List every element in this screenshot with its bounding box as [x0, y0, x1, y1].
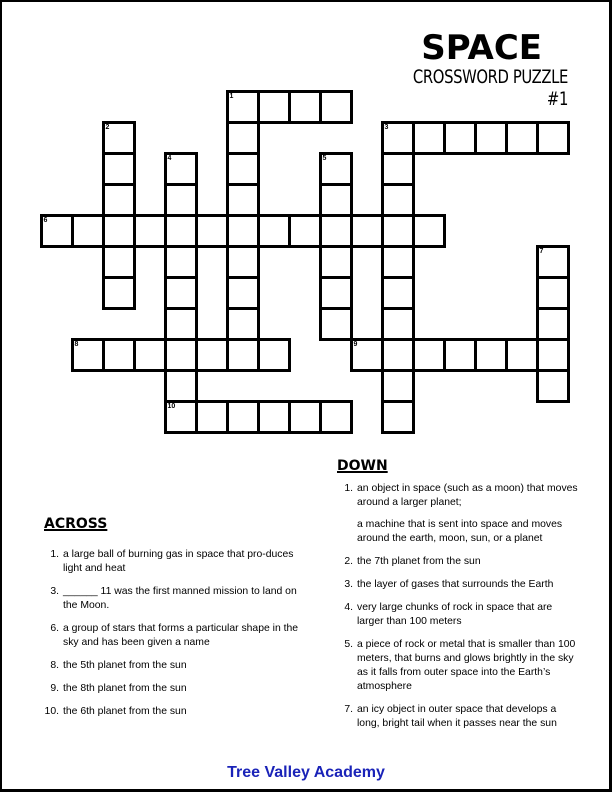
cell-number: 7 [539, 247, 544, 255]
crossword-cell[interactable] [288, 90, 322, 124]
clue-text: the 6th planet from the sun [63, 706, 187, 717]
crossword-cell[interactable] [226, 90, 260, 124]
clue-number: 3. [344, 579, 353, 590]
clue-text: a group of stars that forms a particular shape in the sky and has been given a name [63, 623, 299, 648]
crossword-cell[interactable] [505, 338, 539, 372]
crossword-cell[interactable] [505, 121, 539, 155]
crossword-cell[interactable] [257, 400, 291, 434]
cell-number: 2 [105, 123, 110, 131]
crossword-cell[interactable] [164, 400, 198, 434]
crossword-cell[interactable] [319, 400, 353, 434]
cell-number: 9 [353, 340, 358, 348]
title-block [368, 30, 568, 110]
crossword-cell[interactable] [226, 307, 260, 341]
clue-text: a piece of rock or metal that is smaller than 100 meters, that burns and glows brightly in the sky as it falls from outer space into the Earth’s atmosphere [357, 639, 576, 692]
crossword-cell[interactable] [71, 214, 105, 248]
clue-text: an icy object in outer space that develops a long, bright tail when it passes near the sun [357, 704, 557, 729]
crossword-cell[interactable] [226, 276, 260, 310]
crossword-cell[interactable] [474, 338, 508, 372]
footer-brand: Tree Valley Academy [227, 764, 385, 781]
clue-item [338, 703, 578, 731]
crossword-cell[interactable] [381, 152, 415, 186]
crossword-cell[interactable] [226, 152, 260, 186]
crossword-cell[interactable] [474, 121, 508, 155]
crossword-cell[interactable] [319, 276, 353, 310]
crossword-cell[interactable] [319, 152, 353, 186]
crossword-cell[interactable] [412, 121, 446, 155]
crossword-cell[interactable] [536, 276, 570, 310]
crossword-cell[interactable] [164, 307, 198, 341]
clue-item [338, 578, 578, 592]
down-clue-list [338, 482, 578, 740]
crossword-cell[interactable] [288, 400, 322, 434]
crossword-cell[interactable] [226, 183, 260, 217]
crossword-cell[interactable] [102, 338, 136, 372]
crossword-cell[interactable] [381, 338, 415, 372]
crossword-cell[interactable] [195, 400, 229, 434]
clue-item [44, 705, 314, 719]
crossword-cell[interactable] [133, 338, 167, 372]
crossword-cell[interactable] [164, 338, 198, 372]
crossword-cell[interactable] [443, 121, 477, 155]
crossword-cell[interactable] [257, 214, 291, 248]
crossword-cell[interactable] [133, 214, 167, 248]
crossword-cell[interactable] [443, 338, 477, 372]
clue-number: 9. [50, 683, 59, 694]
crossword-cell[interactable] [164, 152, 198, 186]
cell-number: 1 [229, 92, 234, 100]
crossword-cell[interactable] [319, 90, 353, 124]
across-clue-list [44, 548, 314, 728]
cell-number: 6 [43, 216, 48, 224]
clue-number: 6. [50, 623, 59, 634]
crossword-cell[interactable] [226, 121, 260, 155]
crossword-cell[interactable] [381, 245, 415, 279]
page-subtitle: CROSSWORD PUZZLE #1 [412, 66, 568, 110]
clue-number: 5. [344, 639, 353, 650]
clue-item [44, 585, 314, 613]
clue-item [338, 638, 578, 694]
clue-text: an object in space (such as a moon) that moves around a larger planet; [357, 483, 578, 508]
clue-item [44, 548, 314, 576]
clue-text: the 8th planet from the sun [63, 683, 187, 694]
clue-number: 4. [344, 602, 353, 613]
clue-number: 3. [50, 586, 59, 597]
clue-text: the layer of gases that surrounds the Earth [357, 579, 554, 590]
crossword-cell[interactable] [102, 183, 136, 217]
clue-number: 10. [44, 706, 59, 717]
clue-item [44, 622, 314, 650]
crossword-cell[interactable] [412, 214, 446, 248]
clue-number: 1. [50, 549, 59, 560]
crossword-cell[interactable] [381, 307, 415, 341]
clue-text: the 7th planet from the sun [357, 556, 481, 567]
crossword-cell[interactable] [319, 214, 353, 248]
clue-item [338, 482, 578, 546]
crossword-cell[interactable] [288, 214, 322, 248]
clue-item [338, 601, 578, 629]
crossword-cell[interactable] [350, 338, 384, 372]
crossword-cell[interactable] [381, 183, 415, 217]
across-heading: ACROSS [44, 516, 108, 532]
crossword-cell[interactable] [226, 245, 260, 279]
crossword-cell[interactable] [381, 214, 415, 248]
crossword-cell[interactable] [195, 338, 229, 372]
crossword-cell[interactable] [195, 214, 229, 248]
crossword-cell[interactable] [536, 121, 570, 155]
cell-number: 5 [322, 154, 327, 162]
crossword-cell[interactable] [102, 214, 136, 248]
crossword-cell[interactable] [164, 214, 198, 248]
crossword-cell[interactable] [164, 183, 198, 217]
crossword-cell[interactable] [319, 307, 353, 341]
crossword-cell[interactable] [102, 245, 136, 279]
page-title: SPACE [421, 28, 542, 68]
crossword-cell[interactable] [257, 90, 291, 124]
cell-number: 4 [167, 154, 172, 162]
crossword-cell[interactable] [381, 369, 415, 403]
crossword-cell[interactable] [102, 152, 136, 186]
crossword-cell[interactable] [226, 400, 260, 434]
clue-text-alt: a machine that is sent into space and moves around the earth, moon, sun, or a planet [357, 519, 563, 544]
crossword-cell[interactable] [40, 214, 74, 248]
crossword-cell[interactable] [536, 338, 570, 372]
crossword-cell[interactable] [412, 338, 446, 372]
crossword-cell[interactable] [536, 307, 570, 341]
crossword-cell[interactable] [536, 245, 570, 279]
crossword-cell[interactable] [102, 121, 136, 155]
crossword-cell[interactable] [226, 214, 260, 248]
clue-item [44, 659, 314, 673]
crossword-cell[interactable] [319, 183, 353, 217]
clue-number: 8. [50, 660, 59, 671]
crossword-cell[interactable] [164, 245, 198, 279]
clue-item [44, 682, 314, 696]
crossword-cell[interactable] [319, 245, 353, 279]
cell-number: 10 [167, 402, 176, 410]
crossword-cell[interactable] [381, 400, 415, 434]
clue-text: the 5th planet from the sun [63, 660, 187, 671]
crossword-cell[interactable] [226, 338, 260, 372]
clue-text: ______ 11 was the first manned mission to land on the Moon. [63, 586, 297, 611]
crossword-cell[interactable] [381, 276, 415, 310]
clue-number: 7. [344, 704, 353, 715]
crossword-cell[interactable] [381, 121, 415, 155]
crossword-cell[interactable] [164, 369, 198, 403]
crossword-cell[interactable] [164, 276, 198, 310]
cell-number: 8 [74, 340, 79, 348]
clue-text: very large chunks of rock in space that are larger than 100 meters [357, 602, 553, 627]
clue-item [338, 555, 578, 569]
crossword-cell[interactable] [536, 369, 570, 403]
clue-number: 1. [344, 483, 353, 494]
crossword-cell[interactable] [350, 214, 384, 248]
crossword-cell[interactable] [71, 338, 105, 372]
down-heading: DOWN [337, 458, 388, 474]
cell-number: 3 [384, 123, 389, 131]
crossword-cell[interactable] [257, 338, 291, 372]
clue-text: a large ball of burning gas in space that pro-duces light and heat [63, 549, 294, 574]
crossword-cell[interactable] [102, 276, 136, 310]
clue-number: 2. [344, 556, 353, 567]
